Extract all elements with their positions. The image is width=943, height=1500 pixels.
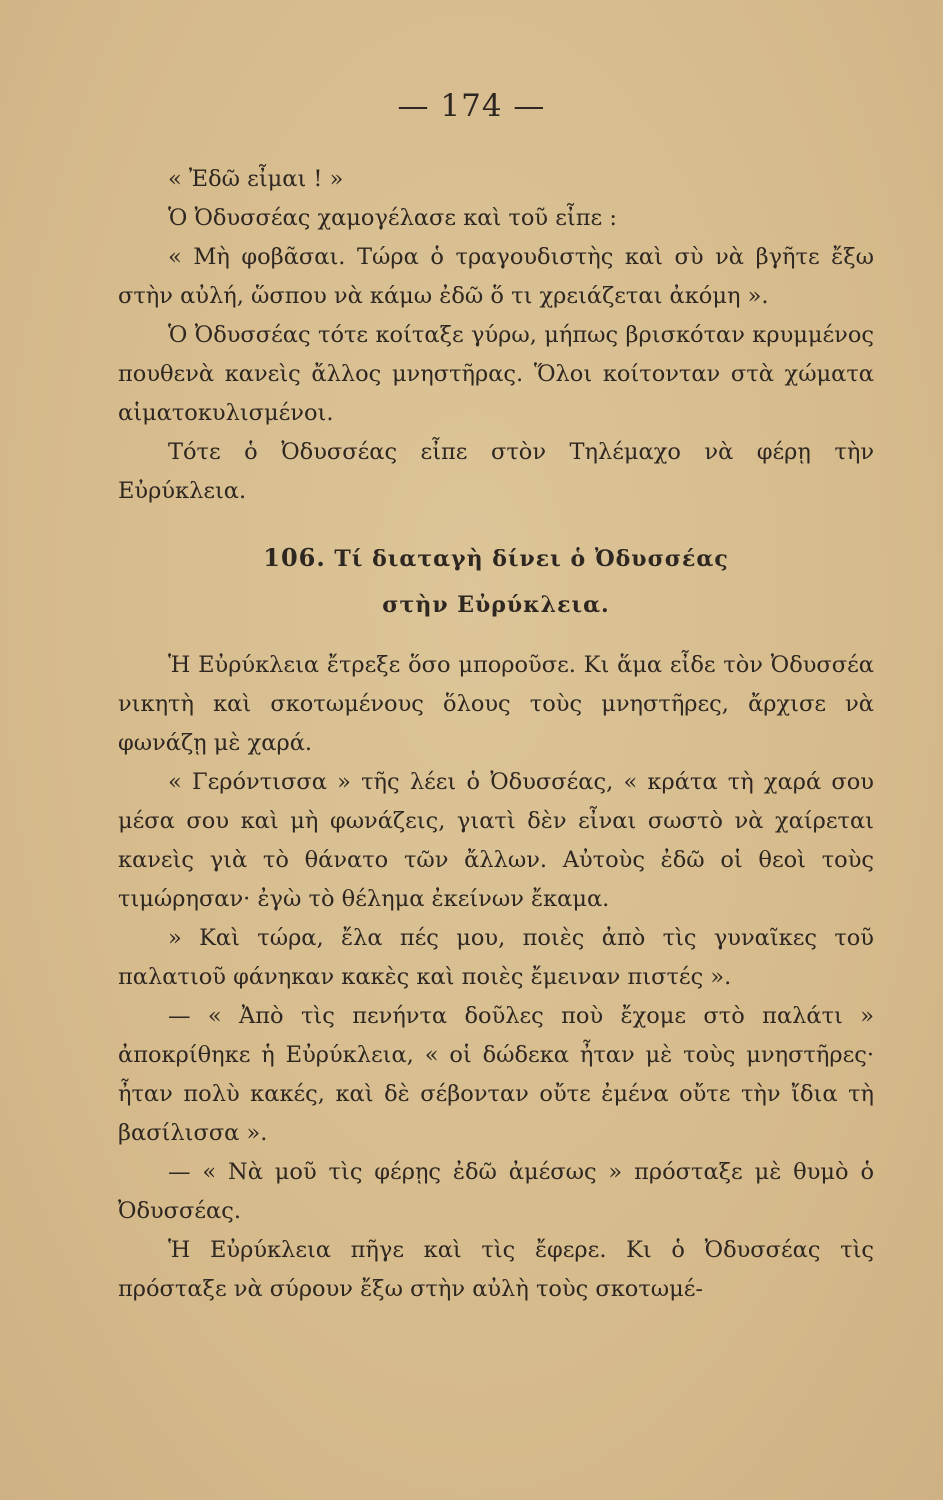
section-title-line2: στὴν Εὐρύκλεια.: [382, 592, 610, 618]
section-heading-line1: [118, 535, 874, 582]
paragraph: Ἡ Εὐρύκλεια πῆγε καὶ τὶς ἔφερε. Κι ὁ Ὀδυσσέας τὶς πρόσταξε νὰ σύρουν ἔξω στὴν αὐλὴ τοὺς σκοτωμέ-: [118, 1237, 874, 1302]
paragraph: « Ἐδῶ εἶμαι ! »: [168, 166, 344, 192]
paragraph: « Μὴ φοβᾶσαι. Τώρα ὁ τραγουδιστὴς καὶ σὺ νὰ βγῆτε ἔξω στὴν αὐλή, ὥσπου νὰ κάμω ἐδῶ ὅ τι χρειάζεται ἀκόμη ».: [118, 244, 874, 309]
paragraph: Ἡ Εὐρύκλεια ἔτρεξε ὅσο μποροῦσε. Κι ἅμα εἶδε τὸν Ὀδυσσέα νικητὴ καὶ σκοτωμένους ὅλους τοὺς μνηστῆρες, ἄρχισε νὰ φωνάζῃ μὲ χαρά.: [118, 652, 874, 756]
paragraph: » Καὶ τώρα, ἔλα πές μου, ποιὲς ἀπὸ τὶς γυναῖκες τοῦ παλατιοῦ φάνηκαν κακὲς καὶ ποιὲς ἔμειναν πιστές ».: [118, 925, 874, 990]
paragraph: « Γερόντισσα » τῆς λέει ὁ Ὀδυσσέας, « κράτα τὴ χαρά σου μέσα σου καὶ μὴ φωνάζεις, γιατὶ δὲν εἶναι σωστὸ νὰ χαίρεται κανεὶς γιὰ τὸ θάνατο τῶν ἄλλων. Αὐτοὺς ἐδῶ οἱ θεοὶ τοὺς τιμώρησαν· ἐγὼ τὸ θέλημα ἐκείνων ἔκαμα.: [118, 769, 874, 912]
paragraph: Ὁ Ὀδυσσέας χαμογέλασε καὶ τοῦ εἶπε :: [168, 205, 617, 231]
page-number: — 174 —: [397, 88, 546, 124]
section-title-line1: Τί διαταγὴ δίνει ὁ Ὀδυσσέας: [334, 546, 729, 572]
page-body: [118, 160, 874, 1309]
paragraph: — « Νὰ μοῦ τὶς φέρῃς ἐδῶ ἀμέσως » πρόσταξε μὲ θυμὸ ὁ Ὀδυσσέας.: [118, 1159, 874, 1224]
paragraph: — « Ἀπὸ τὶς πενήντα δοῦλες ποὺ ἔχομε στὸ παλάτι » ἀποκρίθηκε ἡ Εὐρύκλεια, « οἱ δώδεκα ἦταν μὲ τοὺς μνηστῆρες· ἦταν πολὺ κακές, καὶ δὲ σέβονταν οὔτε ἐμένα οὔτε τὴν ἴδια τὴ βασίλισσα ».: [118, 1003, 874, 1146]
paragraph: Τότε ὁ Ὀδυσσέας εἶπε στὸν Τηλέμαχο νὰ φέρῃ τὴν Εὐρύκλεια.: [118, 439, 874, 504]
section-number: 106.: [263, 543, 326, 572]
paragraph: Ὁ Ὀδυσσέας τότε κοίταξε γύρω, μήπως βρισκόταν κρυμμένος πουθενὰ κανεὶς ἄλλος μνηστῆρας. Ὅλοι κοίτονταν στὰ χώματα αἱματοκυλισμένοι.: [118, 322, 874, 426]
section-heading: [118, 535, 874, 628]
